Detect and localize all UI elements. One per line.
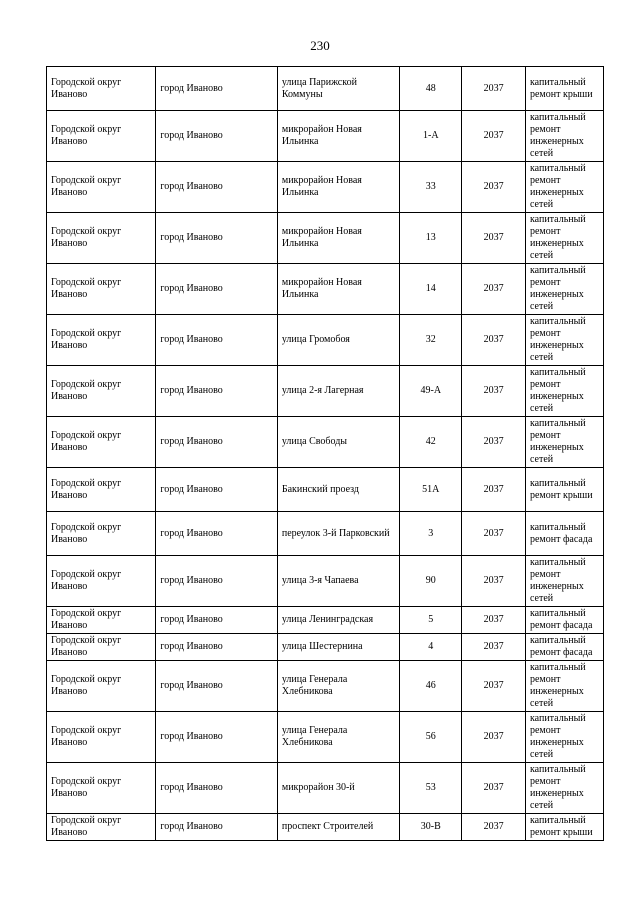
city-cell: город Иваново [156,366,278,417]
street-cell: микрорайон 30-й [277,763,400,814]
city-cell: город Иваново [156,763,278,814]
okrug-cell: Городской округ Иваново [47,366,156,417]
street-cell: Бакинский проезд [277,468,400,512]
okrug-cell: Городской округ Иваново [47,556,156,607]
okrug-cell: Городской округ Иваново [47,512,156,556]
okrug-cell: Городской округ Иваново [47,607,156,634]
city-cell: город Иваново [156,607,278,634]
house-cell: 32 [400,315,462,366]
year-cell: 2037 [462,661,526,712]
table-row [47,162,604,213]
house-cell: 3 [400,512,462,556]
year-cell: 2037 [462,607,526,634]
table-row [47,512,604,556]
city-cell: город Иваново [156,315,278,366]
table-row [47,468,604,512]
work-type-cell: капитальный ремонт инженерных сетей [525,213,603,264]
city-cell: город Иваново [156,213,278,264]
okrug-cell: Городской округ Иваново [47,814,156,841]
house-cell: 48 [400,67,462,111]
work-type-cell: капитальный ремонт инженерных сетей [525,366,603,417]
street-cell: микрорайон Новая Ильинка [277,162,400,213]
okrug-cell: Городской округ Иваново [47,67,156,111]
street-cell: улица 3-я Чапаева [277,556,400,607]
table-row [47,556,604,607]
okrug-cell: Городской округ Иваново [47,264,156,315]
year-cell: 2037 [462,712,526,763]
house-cell: 51А [400,468,462,512]
house-cell: 33 [400,162,462,213]
city-cell: город Иваново [156,512,278,556]
table-row [47,366,604,417]
okrug-cell: Городской округ Иваново [47,763,156,814]
street-cell: улица Генерала Хлебникова [277,712,400,763]
year-cell: 2037 [462,162,526,213]
work-type-cell: капитальный ремонт инженерных сетей [525,162,603,213]
table-row [47,814,604,841]
okrug-cell: Городской округ Иваново [47,468,156,512]
table-row [47,607,604,634]
street-cell: микрорайон Новая Ильинка [277,264,400,315]
city-cell: город Иваново [156,468,278,512]
okrug-cell: Городской округ Иваново [47,417,156,468]
city-cell: город Иваново [156,417,278,468]
year-cell: 2037 [462,213,526,264]
year-cell: 2037 [462,264,526,315]
work-type-cell: капитальный ремонт крыши [525,67,603,111]
okrug-cell: Городской округ Иваново [47,661,156,712]
okrug-cell: Городской округ Иваново [47,162,156,213]
work-type-cell: капитальный ремонт крыши [525,814,603,841]
work-type-cell: капитальный ремонт инженерных сетей [525,556,603,607]
table-row [47,264,604,315]
street-cell: микрорайон Новая Ильинка [277,213,400,264]
work-type-cell: капитальный ремонт фасада [525,634,603,661]
year-cell: 2037 [462,315,526,366]
table-row [47,417,604,468]
city-cell: город Иваново [156,556,278,607]
street-cell: улица 2-я Лагерная [277,366,400,417]
year-cell: 2037 [462,556,526,607]
table-row [47,315,604,366]
street-cell: улица Парижской Коммуны [277,67,400,111]
house-cell: 14 [400,264,462,315]
okrug-cell: Городской округ Иваново [47,712,156,763]
street-cell: микрорайон Новая Ильинка [277,111,400,162]
table-row [47,67,604,111]
work-type-cell: капитальный ремонт крыши [525,468,603,512]
house-cell: 90 [400,556,462,607]
year-cell: 2037 [462,814,526,841]
work-type-cell: капитальный ремонт инженерных сетей [525,264,603,315]
city-cell: город Иваново [156,814,278,841]
street-cell: улица Генерала Хлебникова [277,661,400,712]
work-type-cell: капитальный ремонт инженерных сетей [525,712,603,763]
street-cell: проспект Строителей [277,814,400,841]
city-cell: город Иваново [156,162,278,213]
table-row [47,712,604,763]
year-cell: 2037 [462,67,526,111]
city-cell: город Иваново [156,634,278,661]
street-cell: улица Ленинградская [277,607,400,634]
city-cell: город Иваново [156,111,278,162]
year-cell: 2037 [462,468,526,512]
street-cell: улица Громобоя [277,315,400,366]
table-row [47,111,604,162]
year-cell: 2037 [462,634,526,661]
table-row [47,763,604,814]
okrug-cell: Городской округ Иваново [47,111,156,162]
street-cell: переулок 3-й Парковский [277,512,400,556]
year-cell: 2037 [462,417,526,468]
work-type-cell: капитальный ремонт фасада [525,607,603,634]
table-row [47,661,604,712]
city-cell: город Иваново [156,661,278,712]
year-cell: 2037 [462,512,526,556]
house-cell: 56 [400,712,462,763]
work-type-cell: капитальный ремонт инженерных сетей [525,763,603,814]
year-cell: 2037 [462,763,526,814]
city-cell: город Иваново [156,712,278,763]
year-cell: 2037 [462,366,526,417]
year-cell: 2037 [462,111,526,162]
table-row [47,634,604,661]
city-cell: город Иваново [156,67,278,111]
okrug-cell: Городской округ Иваново [47,315,156,366]
page-number: 230 [310,38,330,53]
house-cell: 1-А [400,111,462,162]
work-type-cell: капитальный ремонт инженерных сетей [525,111,603,162]
work-type-cell: капитальный ремонт инженерных сетей [525,661,603,712]
house-cell: 4 [400,634,462,661]
street-cell: улица Шестернина [277,634,400,661]
work-type-cell: капитальный ремонт инженерных сетей [525,315,603,366]
house-cell: 49-А [400,366,462,417]
work-type-cell: капитальный ремонт инженерных сетей [525,417,603,468]
house-cell: 5 [400,607,462,634]
table-row [47,213,604,264]
street-cell: улица Свободы [277,417,400,468]
house-cell: 53 [400,763,462,814]
okrug-cell: Городской округ Иваново [47,213,156,264]
okrug-cell: Городской округ Иваново [47,634,156,661]
house-cell: 42 [400,417,462,468]
house-cell: 46 [400,661,462,712]
work-type-cell: капитальный ремонт фасада [525,512,603,556]
house-cell: 13 [400,213,462,264]
city-cell: город Иваново [156,264,278,315]
house-cell: 30-В [400,814,462,841]
repair-schedule-table [46,66,604,841]
